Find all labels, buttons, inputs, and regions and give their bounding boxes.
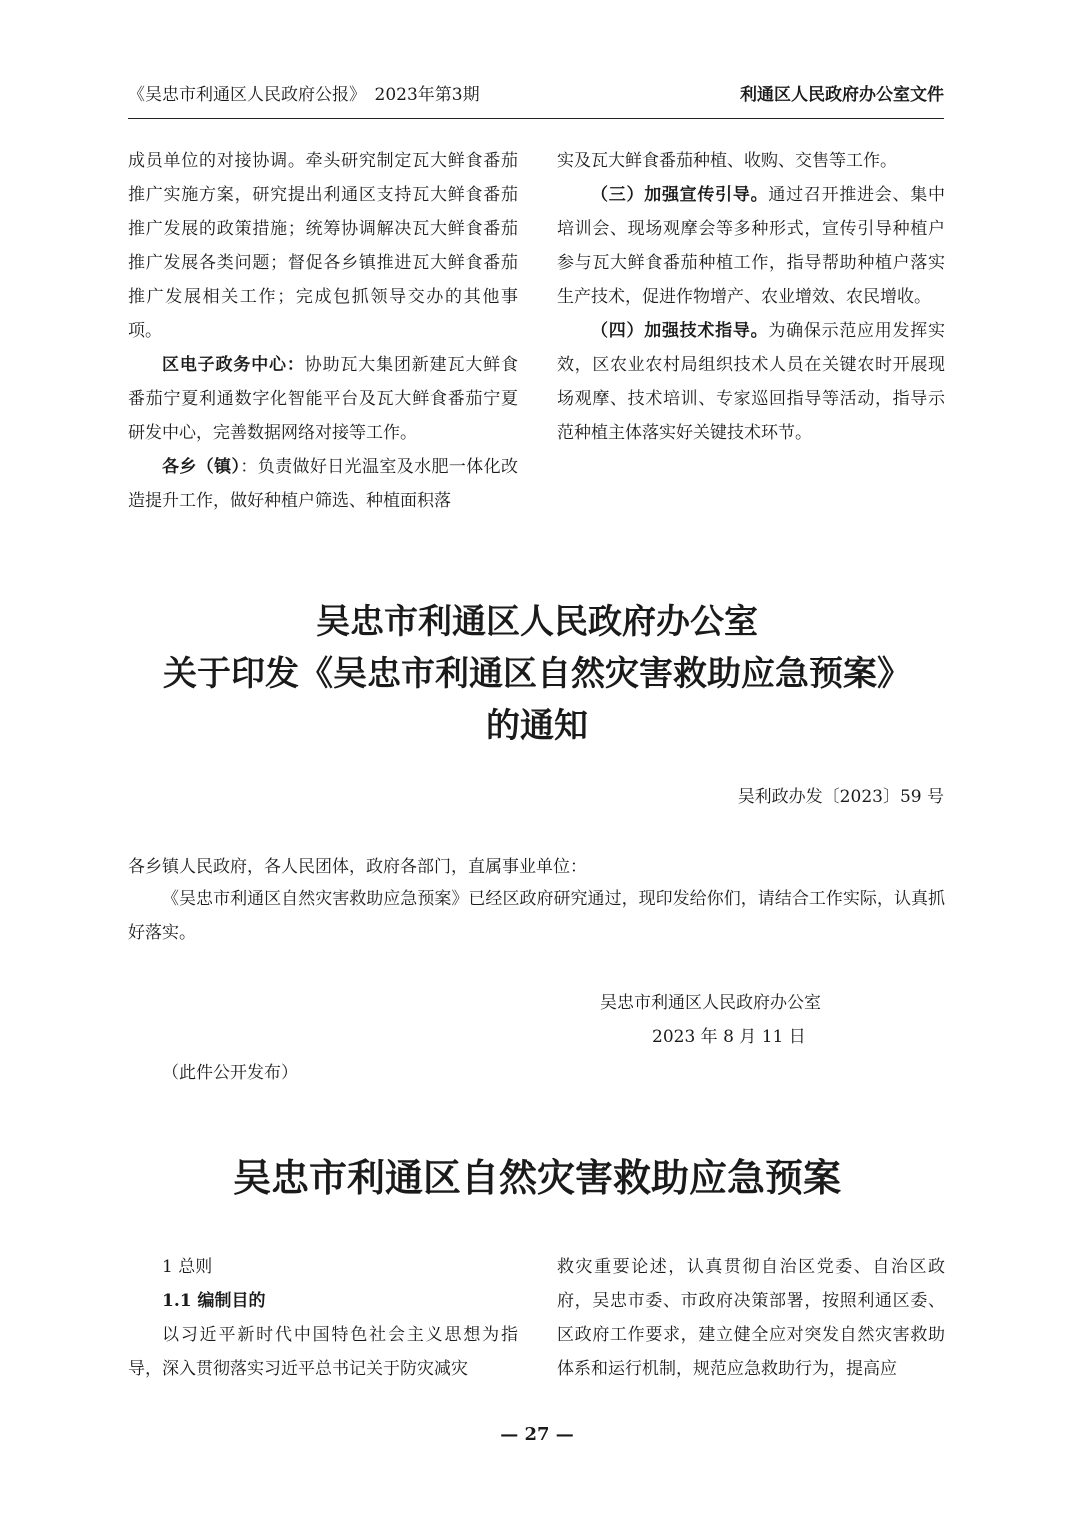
notice-title-line-1: 吴忠市利通区人民政府办公室 (316, 602, 758, 642)
publication-note: （此件公开发布） (162, 1063, 298, 1083)
page-number: — 27 — (500, 1424, 574, 1445)
paragraph-e-gov-center (128, 348, 518, 450)
section-heading: 1 总则 (162, 1257, 213, 1277)
paragraph-text: 协助瓦大集团新建瓦大鲜食番茄宁夏利通数字化智能平台及瓦大鲜食番茄宁夏研发中心，完善数据网络对接等工作。 (128, 355, 519, 443)
header-divider (128, 118, 944, 119)
notice-body: 《吴忠市利通区自然灾害救助应急预案》已经区政府研究通过，现印发给你们，请结合工作实际，认真抓好落实。 (128, 889, 945, 943)
paragraph-text: 通过召开推进会、集中培训会、现场观摩会等多种形式，宣传引导种植户参与瓦大鲜食番茄种植工作，指导帮助种植户落实生产技术，促进作物增产、农业增效、农民增收。 (557, 185, 946, 307)
top-right-column (557, 144, 945, 450)
paragraph-label: （四）加强技术指导。 (591, 321, 769, 341)
paragraph-label: 各乡（镇） (162, 457, 241, 477)
paragraph-text: 为确保示范应用发挥实效，区农业农村局组织技术人员在关键农时开展现场观摩、技术培训、专家巡回指导等活动，指导示范种植主体落实好关键技术环节。 (557, 321, 946, 443)
top-left-column (128, 144, 518, 518)
subsection-heading: 1.1 编制目的 (162, 1291, 266, 1311)
bulletin-header-title: 《吴忠市利通区人民政府公报》 2023年第3期 (128, 85, 480, 105)
plan-paragraph: 以习近平新时代中国特色社会主义思想为指导，深入贯彻落实习近平总书记关于防灾减灾 (128, 1325, 518, 1379)
notice-title-line-2: 关于印发《吴忠市利通区自然灾害救助应急预案》 (163, 654, 911, 694)
plan-right-column (557, 1250, 945, 1386)
paragraph-label: 区电子政务中心： (162, 355, 305, 375)
continued-paragraph: 实及瓦大鲜食番茄种植、收购、交售等工作。 (557, 151, 897, 171)
plan-left-column (128, 1250, 518, 1386)
paragraph-label: （三）加强宣传引导。 (591, 185, 769, 205)
notice-title-line-3: 的通知 (486, 706, 588, 746)
document-number: 吴利政办发〔2023〕59 号 (737, 787, 944, 807)
paragraph-publicity (557, 178, 945, 314)
notice-addressee: 各乡镇人民政府，各人民团体，政府各部门，直属事业单位： (128, 857, 587, 877)
signature-date: 2023 年 8 月 11 日 (652, 1027, 806, 1047)
plan-paragraph-continued: 救灾重要论述，认真贯彻自治区党委、自治区政府，吴忠市委、市政府决策部署，按照利通区委、区政府工作要求，建立健全应对突发自然灾害救助体系和运行机制，规范应急救助行为，提高应 (557, 1257, 945, 1379)
paragraph-townships (128, 450, 518, 518)
paragraph-technical-guidance (557, 314, 945, 450)
plan-title: 吴忠市利通区自然灾害救助应急预案 (232, 1155, 841, 1200)
document-category-header: 利通区人民政府办公室文件 (740, 85, 944, 105)
signature-organization: 吴忠市利通区人民政府办公室 (600, 993, 821, 1013)
paragraph-text: ：负责做好日光温室及水肥一体化改造提升工作，做好种植户筛选、种植面积落 (128, 457, 518, 511)
continued-paragraph: 成员单位的对接协调。牵头研究制定瓦大鲜食番茄推广实施方案，研究提出利通区支持瓦大鲜食番茄推广发展的政策措施；统筹协调解决瓦大鲜食番茄推广发展各类问题；督促各乡镇推进瓦大鲜食番茄推广发展相关工作；完成包抓领导交办的其他事项。 (128, 151, 518, 341)
